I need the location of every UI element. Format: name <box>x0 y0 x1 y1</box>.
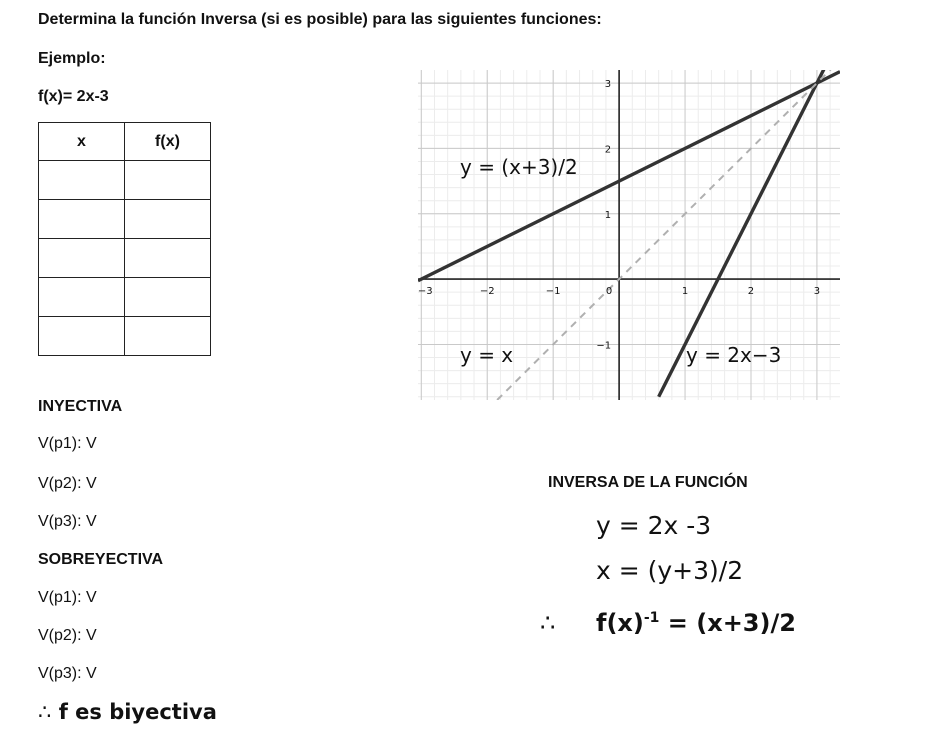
therefore-symbol: ∴ <box>38 700 52 724</box>
y-tick-label: 2 <box>604 144 612 156</box>
table-row <box>39 317 211 356</box>
injective-item: V(p2): V <box>38 475 97 492</box>
x-tick-label: −3 <box>418 286 433 298</box>
surjective-item: V(p1): V <box>38 589 97 606</box>
value-table <box>38 122 211 356</box>
annotations <box>460 155 781 367</box>
function-definition: f(x)= 2x-3 <box>38 88 109 105</box>
table-cell <box>125 200 211 239</box>
injective-item: V(p1): V <box>38 435 97 452</box>
inverse-result-base: f(x) <box>596 609 644 637</box>
table-cell <box>125 161 211 200</box>
inverse-result-exponent: -1 <box>643 610 660 626</box>
table-header-row <box>39 123 211 161</box>
annotation-inverse: y = (x+3)/2 <box>460 155 578 179</box>
series-line-2 <box>497 70 837 400</box>
y-tick-label: 1 <box>604 209 612 221</box>
table-row <box>39 239 211 278</box>
table-row <box>39 161 211 200</box>
conclusion-text: f es biyectiva <box>58 700 217 724</box>
annotation-identity: y = x <box>460 343 514 367</box>
table-header-x: x <box>39 123 125 161</box>
table-cell <box>125 239 211 278</box>
therefore-symbol: ∴ <box>540 609 556 637</box>
table-cell <box>39 200 125 239</box>
table-cell <box>39 278 125 317</box>
table-cell <box>39 239 125 278</box>
table-header-fx: f(x) <box>125 123 211 161</box>
surjective-item: V(p2): V <box>38 627 97 644</box>
x-tick-label: 2 <box>747 286 755 298</box>
table-row <box>39 200 211 239</box>
y-tick-label: 3 <box>604 79 612 91</box>
table-row <box>39 278 211 317</box>
inverse-result <box>540 609 796 637</box>
x-tick-label: 1 <box>681 286 689 298</box>
inverse-step-1: y = 2x -3 <box>596 511 712 540</box>
example-label: Ejemplo: <box>38 50 106 67</box>
surjective-heading: SOBREYECTIVA <box>38 551 164 568</box>
x-tick-label: 3 <box>813 286 821 298</box>
x-tick-label: 0 <box>605 286 613 298</box>
page-title: Determina la función Inversa (si es posible) para las siguientes funciones: <box>38 11 602 28</box>
table-cell <box>125 317 211 356</box>
table-cell <box>39 317 125 356</box>
inverse-heading: INVERSA DE LA FUNCIÓN <box>548 474 748 491</box>
injective-heading: INYECTIVA <box>38 398 123 415</box>
x-tick-label: −1 <box>545 286 561 298</box>
surjective-item: V(p3): V <box>38 665 97 682</box>
annotation-function: y = 2x−3 <box>686 343 782 367</box>
table-cell <box>125 278 211 317</box>
inverse-step-2: x = (y+3)/2 <box>596 556 744 585</box>
function-graph <box>418 70 840 400</box>
table-cell <box>39 161 125 200</box>
injective-item: V(p3): V <box>38 513 97 530</box>
x-tick-label: −2 <box>479 286 495 298</box>
y-tick-label: −1 <box>596 340 612 352</box>
inverse-result-rest: = (x+3)/2 <box>667 609 796 637</box>
conclusion <box>38 700 217 724</box>
